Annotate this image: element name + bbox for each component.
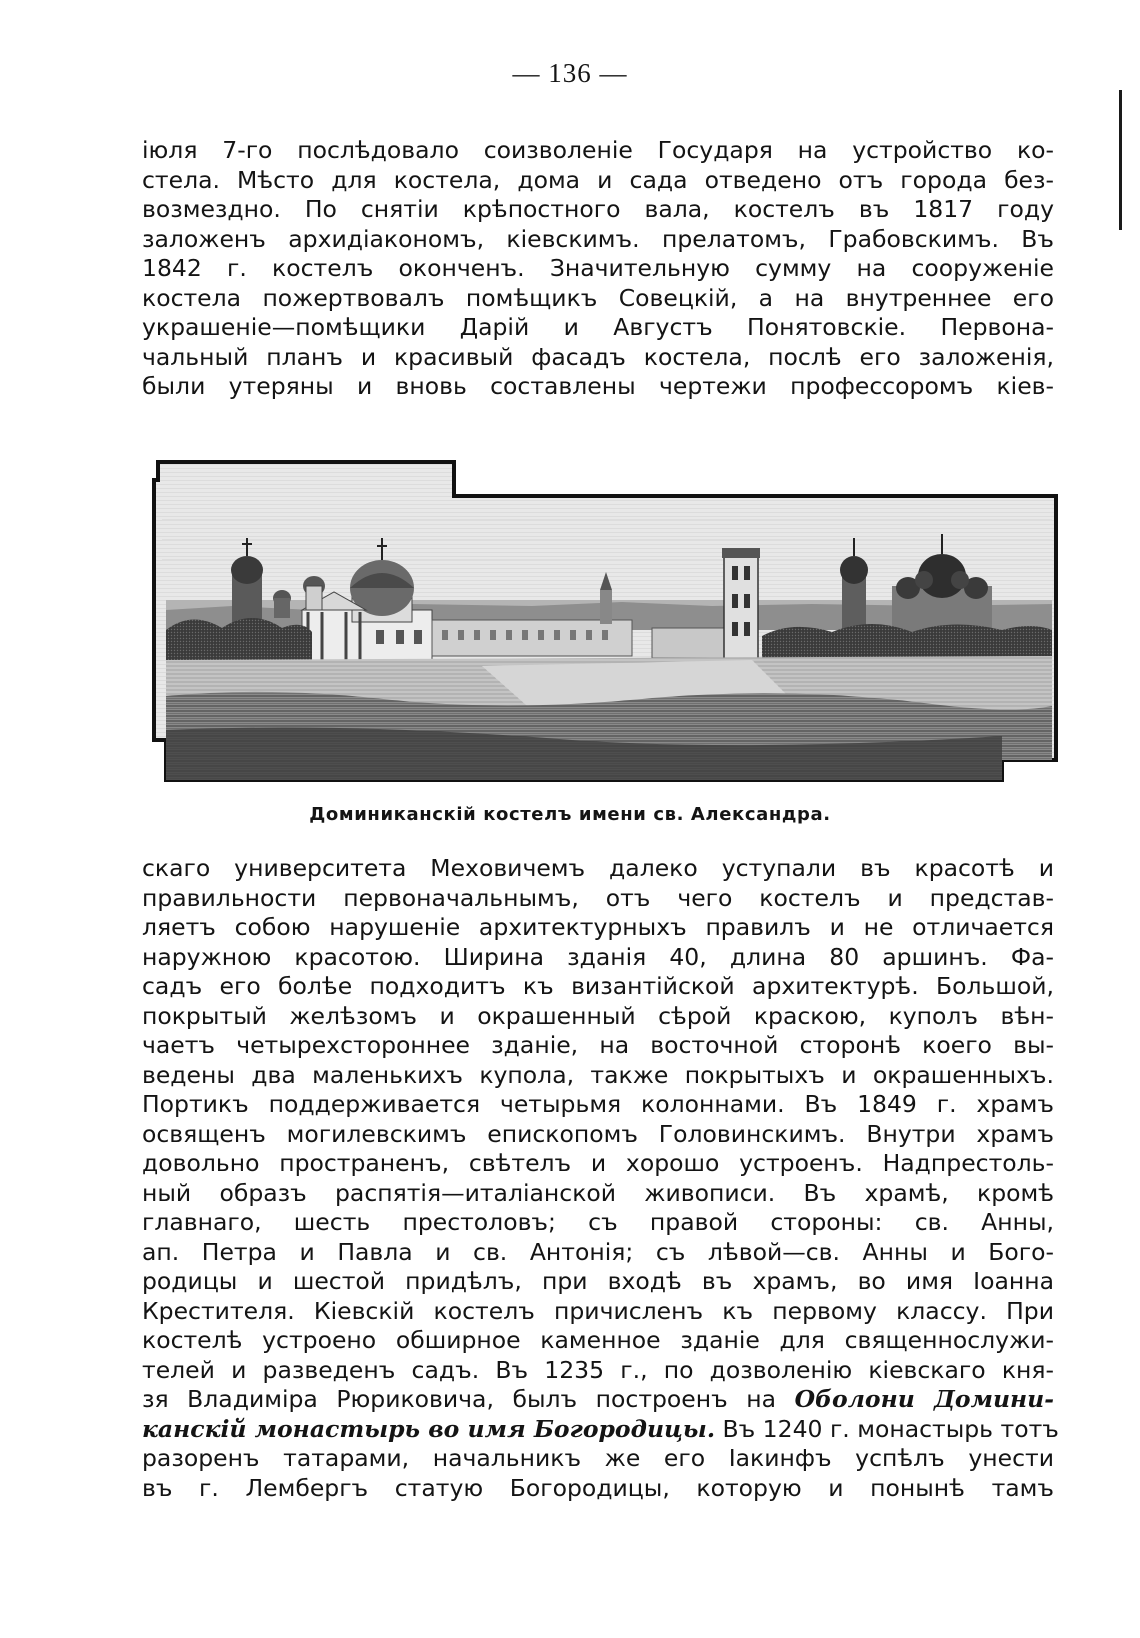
text-line: главнаго, шесть престоловъ; съ правой стороны: св. Анны, xyxy=(142,1208,1054,1236)
text-line: садъ его болѣе подходитъ къ византійской архитектурѣ. Большой, xyxy=(142,972,1054,1000)
italic-text-run: канскій монастырь во имя Богородицы. xyxy=(142,1414,715,1443)
text-line: телей и разведенъ садъ. Въ 1235 г., по дозволенію кіевскаго кня- xyxy=(142,1355,1054,1384)
text-line: стела. Мѣсто для костела, дома и сада отведено отъ города без- xyxy=(142,165,1054,194)
text-line: довольно пространенъ, свѣтелъ и хорошо устроенъ. Надпрестоль- xyxy=(142,1149,1054,1177)
figure-caption: Доминиканскій костелъ имени св. Александра. xyxy=(309,804,831,825)
church-panorama-illustration xyxy=(152,460,1058,782)
text-line: костелѣ устроено обширное каменное зданіе для священнослужи- xyxy=(142,1326,1054,1354)
text-line: украшеніе—помѣщики Дарій и Августъ Понятовскіе. Первона- xyxy=(142,313,1054,341)
text-line-mixed xyxy=(142,1385,1054,1415)
text-line: чальный планъ и красивый фасадъ костела, послѣ его заложенія, xyxy=(142,342,1054,371)
text-line: возмездно. По снятіи крѣпостного вала, костелъ въ 1817 году xyxy=(142,195,1054,223)
top-text-block xyxy=(142,136,1054,402)
text-line: въ г. Лембергъ статую Богородицы, которую и понынѣ тамъ xyxy=(142,1473,1054,1502)
text-line: Портикъ поддерживается четырьмя колоннами. Въ 1849 г. храмъ xyxy=(142,1090,1054,1118)
text-line-mixed xyxy=(142,1414,1059,1445)
text-line: заложенъ архидіакономъ, кіевскимъ. прелатомъ, Грабовскимъ. Въ xyxy=(142,224,1054,253)
text-line: наружною красотою. Ширина зданія 40, длина 80 аршинъ. Фа- xyxy=(142,942,1054,971)
bottom-text-block xyxy=(142,854,1059,1503)
italic-text-run: Оболони Домини- xyxy=(794,1385,1054,1413)
text-line: ный образъ распятія—италіанской живописи. Въ храмѣ, кромѣ xyxy=(142,1178,1054,1207)
text-line: были утеряны и вновь составлены чертежи профессоромъ кіев- xyxy=(142,372,1054,400)
text-line: родицы и шестой придѣлъ, при входѣ въ храмъ, во имя Іоанна xyxy=(142,1267,1054,1295)
text-line: Крестителя. Кіевскій костелъ причисленъ къ первому классу. При xyxy=(142,1296,1054,1325)
text-line: разоренъ татарами, начальникъ же его Іакинфъ успѣлъ унести xyxy=(142,1444,1054,1472)
text-line: 1842 г. костелъ оконченъ. Значительную сумму на сооруженіе xyxy=(142,254,1054,282)
margin-scan-mark xyxy=(1119,90,1122,230)
text-line: правильности первоначальнымъ, отъ чего костелъ и представ- xyxy=(142,883,1054,912)
text-line: скаго университета Меховичемъ далеко уступали въ красотѣ и xyxy=(142,854,1054,882)
text-run: зя Владиміра Рюриковича, былъ построенъ на xyxy=(142,1385,795,1413)
page-number: — 136 — xyxy=(512,58,628,88)
text-line: костела пожертвовалъ помѣщикъ Совецкій, а на внутреннее его xyxy=(142,283,1054,312)
text-line: чаетъ четырехстороннее зданіе, на восточной сторонѣ коего вы- xyxy=(142,1031,1054,1059)
text-run: Въ 1240 г. монастырь тотъ xyxy=(715,1414,1059,1443)
text-line: освященъ могилевскимъ епископомъ Головинскимъ. Внутри храмъ xyxy=(142,1119,1054,1148)
text-line: ведены два маленькихъ купола, также покрытыхъ и окрашенныхъ. xyxy=(142,1060,1054,1089)
text-line: ап. Петра и Павла и св. Антонія; съ лѣвой—св. Анны и Бого- xyxy=(142,1237,1054,1266)
text-line: ляетъ собою нарушеніе архитектурныхъ правилъ и не отличается xyxy=(142,913,1054,941)
text-line: покрытый желѣзомъ и окрашенный сѣрой краскою, куполъ вѣн- xyxy=(142,1001,1054,1030)
text-line: іюля 7-го послѣдовало соизволеніе Государя на устройство ко- xyxy=(142,136,1054,164)
